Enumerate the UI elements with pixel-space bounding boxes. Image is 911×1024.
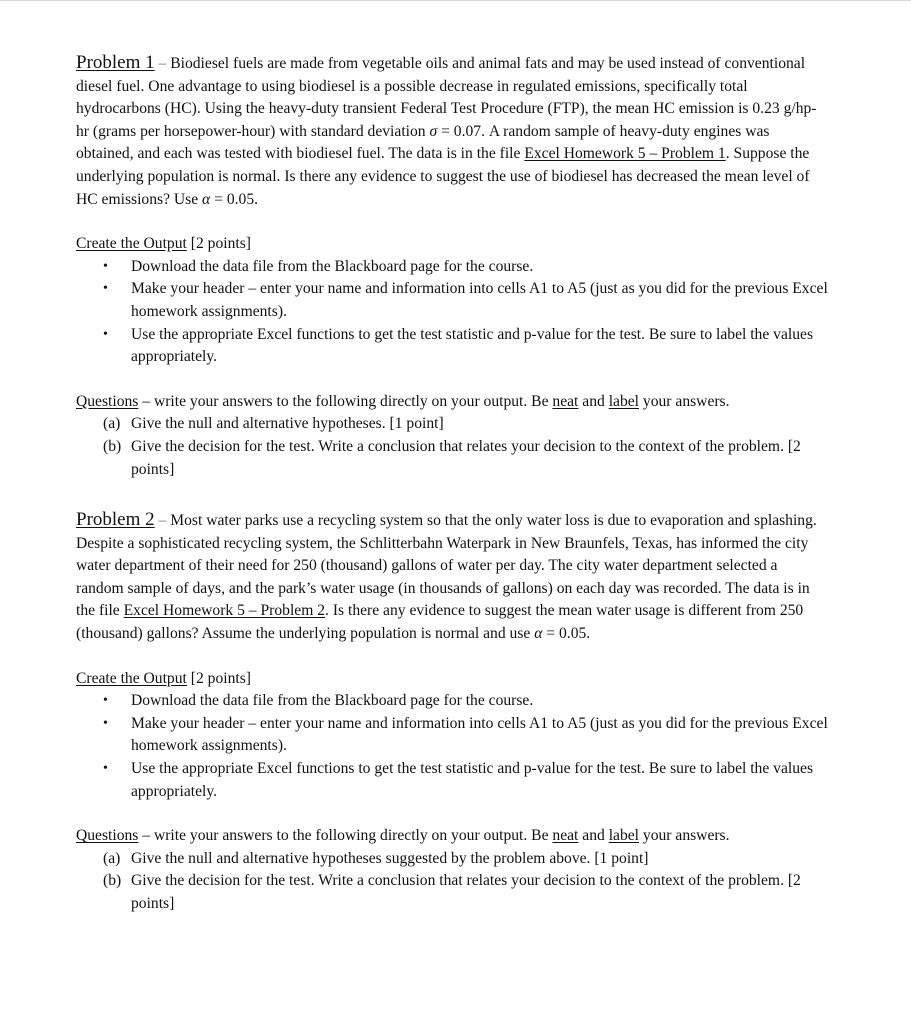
question-text: Give the decision for the test. Write a conclusion that relates your decision to the context of the problem. [2 points]: [131, 872, 801, 912]
instruction-list: [76, 690, 828, 803]
questions-text: and: [578, 827, 609, 845]
problem-1-title: Problem 1: [76, 52, 155, 73]
create-output-points: [2 points]: [186, 235, 251, 253]
questions-intro: [76, 825, 828, 848]
list-item: [76, 324, 828, 369]
bullet-icon: •: [103, 715, 108, 731]
question-label: (a): [103, 849, 121, 867]
question-text: Give the null and alternative hypotheses suggested by the problem above. [1 point]: [131, 849, 649, 867]
problem-1-intro: [76, 52, 828, 211]
question-item: [76, 870, 828, 915]
intro-text: Most water parks use a recycling system so that the only water loss is due to evaporation and splashing. Despite a sophisticated recycling system, the Schlitterbahn Waterpark in New Braunfels, Texas, has informed the city water department of their need for 250 (thousand) gallons of water per day. The city water department selected a random sample of days, and the park’s water usage (in thousands of gallons) on each day was recorded. The data is in the file: [76, 512, 817, 620]
question-item: [76, 436, 828, 481]
alpha-symbol: α: [202, 190, 211, 208]
create-output-heading: [76, 233, 828, 256]
list-item-text: Use the appropriate Excel functions to get the test statistic and p-value for the test. Be sure to label the values appropriately.: [131, 325, 814, 366]
alpha-symbol: α: [534, 625, 543, 643]
problem-2-intro: [76, 509, 828, 646]
list-item-text: Make your header – enter your name and information into cells A1 to A5 (just as you did for the previous Excel homework assignments).: [131, 714, 828, 755]
intro-text: = 0.07. A random sample of heavy-duty engines was obtained, and each was tested with biodiesel fuel. The data is in the file: [76, 122, 770, 163]
list-item: [76, 256, 828, 279]
question-item: [76, 413, 828, 436]
create-output-title: Create the Output: [76, 235, 187, 253]
document-page: [76, 52, 828, 916]
questions-text: – write your answers to the following directly on your output. Be: [138, 827, 553, 845]
intro-text: . Suppose the underlying population is normal. Is there any evidence to suggest the use of biodiesel has decreased the mean level of HC emissions? Use: [76, 145, 810, 208]
create-output-points: [2 points]: [186, 669, 251, 687]
problem-2: [76, 509, 828, 916]
instruction-list: [76, 256, 828, 369]
questions-text: your answers.: [639, 827, 730, 845]
problem-1: [76, 52, 828, 481]
question-list: [76, 848, 828, 916]
questions-text: and: [578, 392, 609, 410]
bullet-icon: •: [103, 761, 108, 777]
questions-intro: [76, 391, 828, 414]
sigma-symbol: σ: [429, 122, 438, 140]
question-item: [76, 848, 828, 871]
data-file-link[interactable]: Excel Homework 5 – Problem 1: [524, 145, 726, 163]
question-label: (a): [103, 415, 121, 433]
list-item-text: Download the data file from the Blackboard page for the course.: [131, 692, 534, 710]
intro-text: . Is there any evidence to suggest the mean water usage is different from 250 (thousand) gallons? Assume the underlying population is normal and use: [76, 602, 804, 643]
bullet-icon: •: [103, 281, 108, 297]
data-file-link[interactable]: Excel Homework 5 – Problem 2: [123, 602, 326, 620]
top-border: [0, 0, 911, 1]
title-dash: –: [154, 55, 171, 72]
bullet-icon: •: [103, 693, 108, 709]
questions-section: [76, 825, 828, 915]
bullet-icon: •: [103, 258, 108, 274]
question-label: (b): [103, 872, 122, 890]
questions-text: – write your answers to the following directly on your output. Be: [138, 392, 553, 410]
questions-text: your answers.: [639, 392, 730, 410]
create-output-heading: [76, 668, 828, 691]
question-label: (b): [103, 437, 122, 455]
question-text: Give the null and alternative hypotheses. [1 point]: [131, 415, 444, 433]
question-list: [76, 413, 828, 481]
list-item: [76, 278, 828, 323]
questions-title: Questions: [76, 827, 139, 845]
list-item-text: Use the appropriate Excel functions to get the test statistic and p-value for the test. Be sure to label the values appropriately.: [131, 760, 814, 800]
neat-word: neat: [552, 827, 579, 845]
title-dash: –: [154, 512, 171, 530]
intro-text: Biodiesel fuels are made from vegetable oils and animal fats and may be used instead of conventional diesel fuel. One advantage to using biodiesel is a possible decrease in regulated emissions, specifically total hydrocarbons (HC). Using the heavy-duty transient Federal Test Procedure (FTP), the mean HC emission is 0.23 g/hp-hr (grams per horsepower-hour) with standard deviation: [76, 55, 817, 140]
label-word: label: [608, 392, 640, 410]
create-output-section: [76, 233, 828, 369]
list-item-text: Make your header – enter your name and information into cells A1 to A5 (just as you did for the previous Excel homework assignments).: [131, 280, 828, 320]
neat-word: neat: [552, 392, 579, 410]
create-output-title: Create the Output: [76, 669, 187, 687]
list-item: [76, 690, 828, 713]
questions-section: [76, 391, 828, 481]
intro-text: = 0.05.: [542, 625, 591, 643]
label-word: label: [608, 827, 640, 845]
intro-text: = 0.05.: [210, 190, 259, 208]
problem-2-title: Problem 2: [76, 509, 155, 531]
list-item-text: Download the data file from the Blackboard page for the course.: [131, 257, 534, 275]
bullet-icon: •: [103, 326, 108, 342]
question-text: Give the decision for the test. Write a conclusion that relates your decision to the context of the problem. [2 points]: [131, 437, 801, 478]
list-item: [76, 713, 828, 758]
list-item: [76, 758, 828, 803]
create-output-section: [76, 668, 828, 804]
questions-title: Questions: [76, 392, 139, 410]
